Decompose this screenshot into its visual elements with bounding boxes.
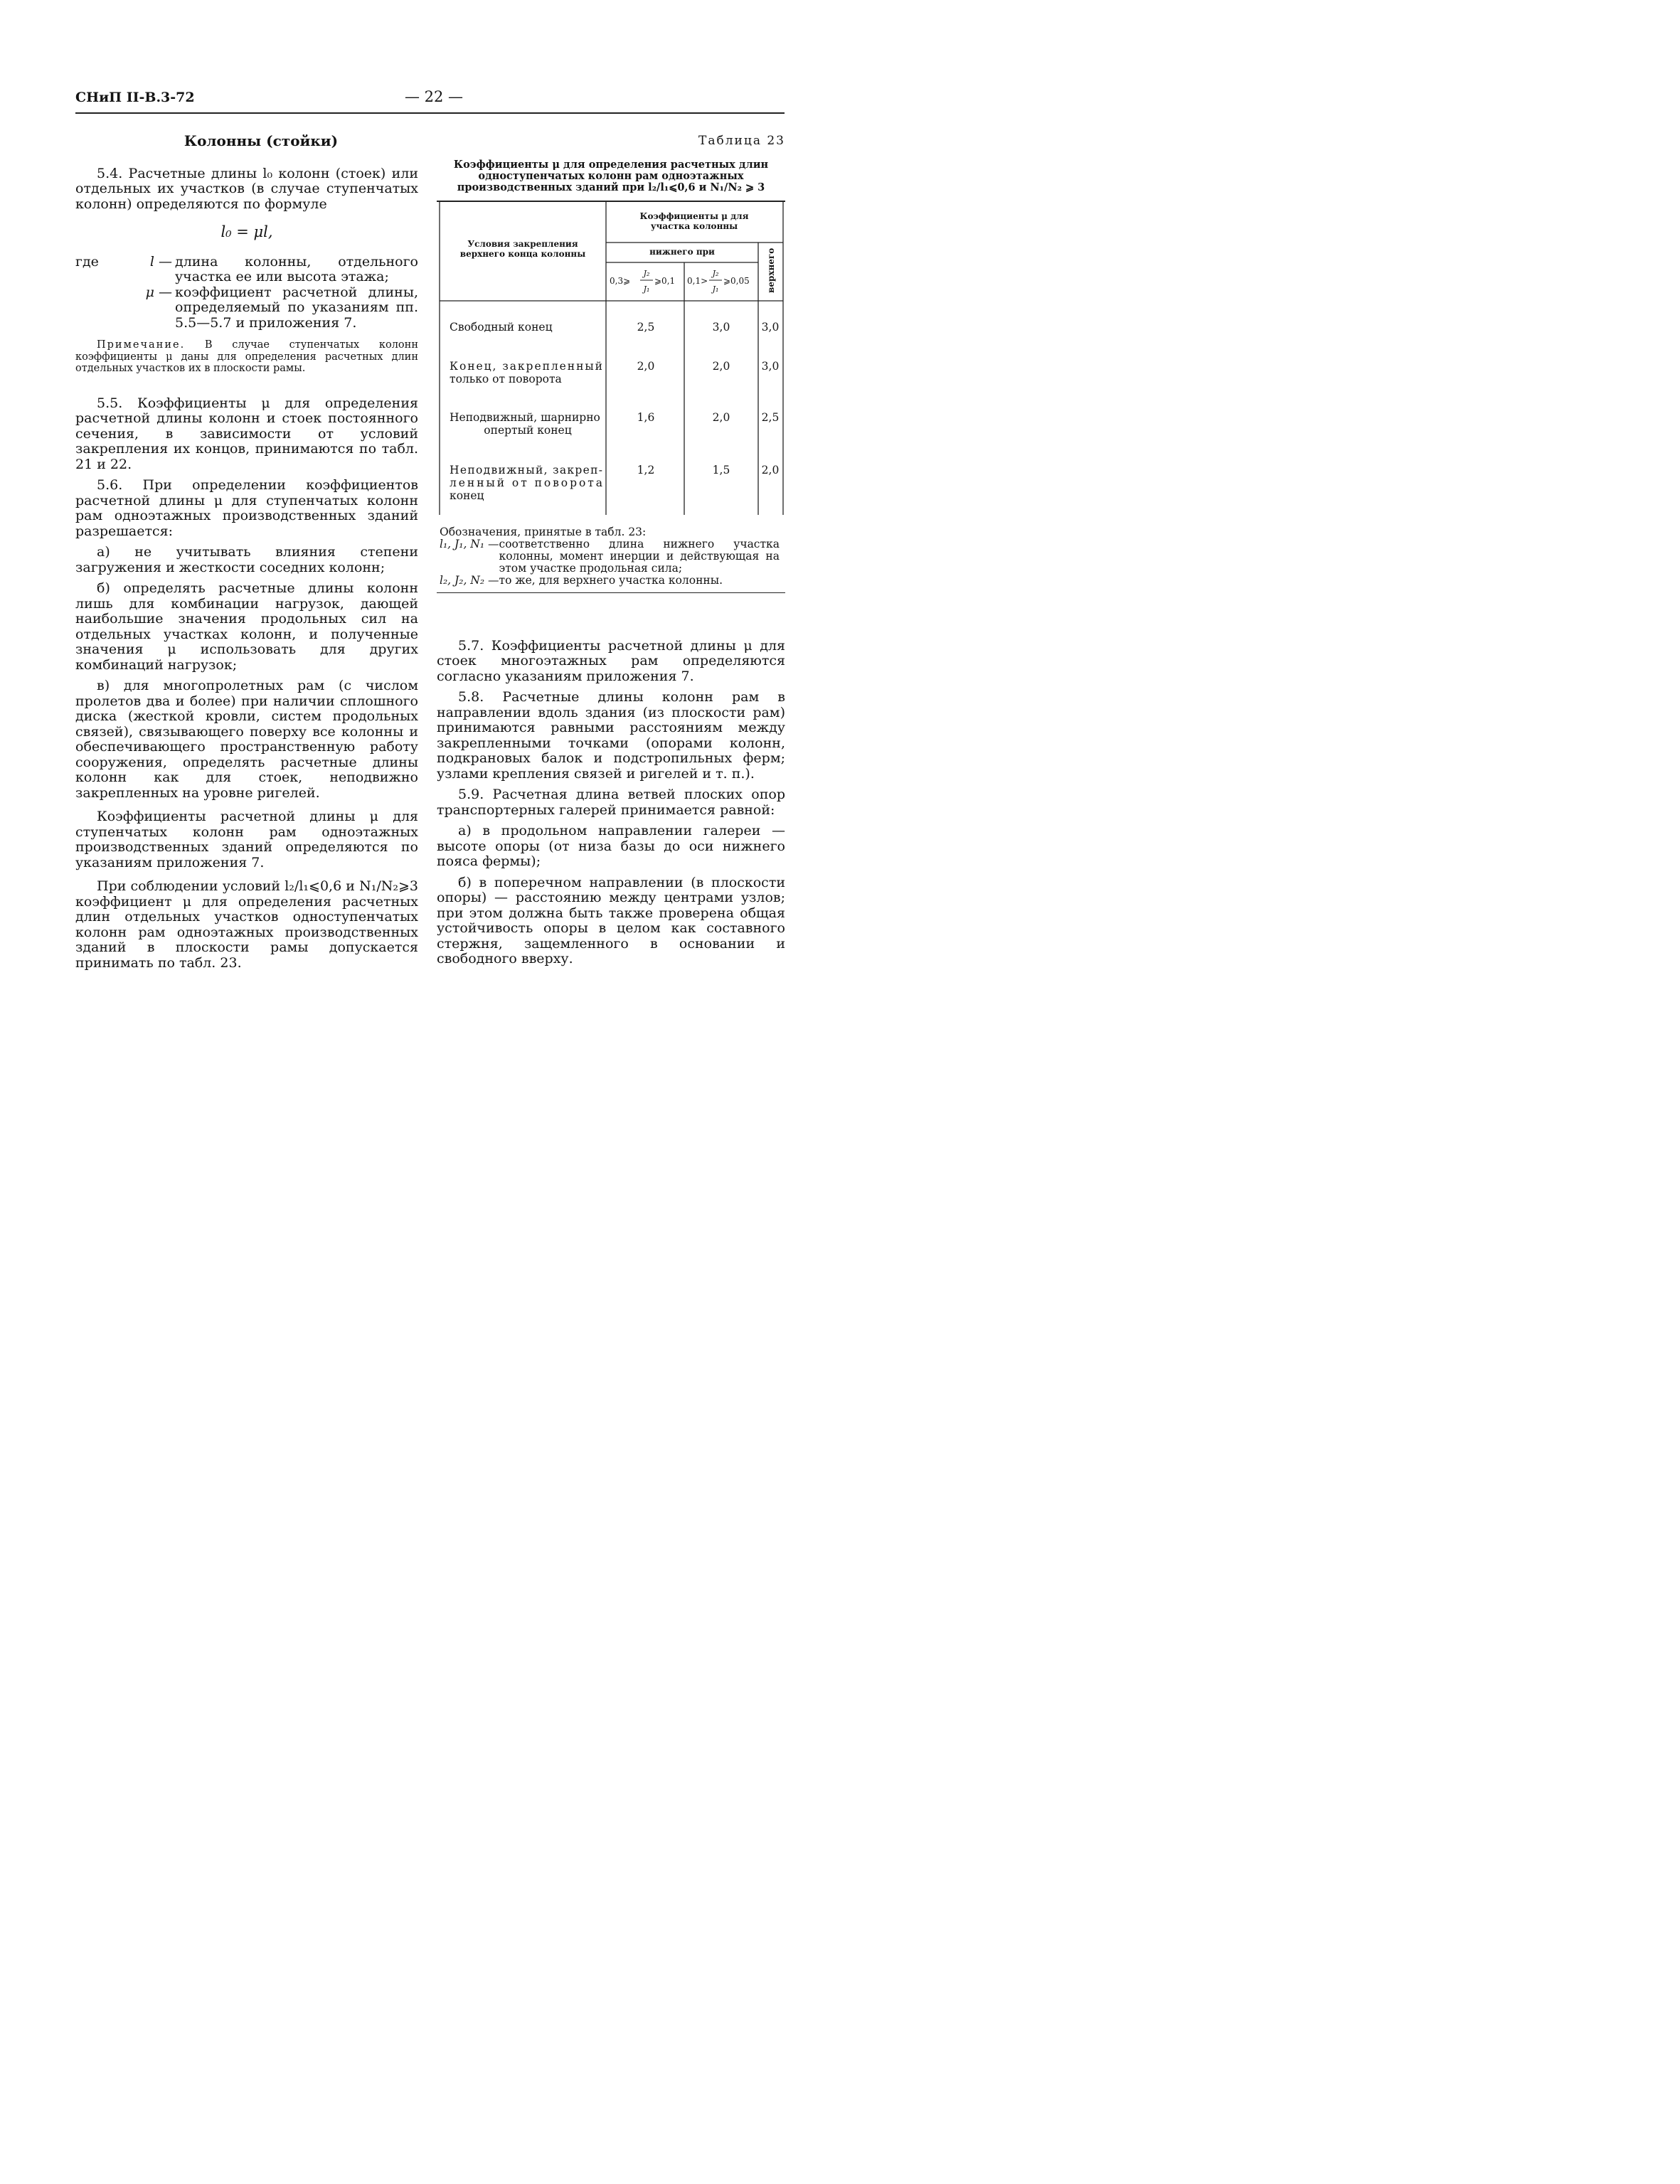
definition-mu bbox=[75, 285, 418, 331]
row2-label-1: Конец, закрепленный bbox=[450, 359, 602, 373]
row3-label-2: опертый конец bbox=[484, 423, 572, 437]
note bbox=[75, 339, 418, 375]
row1-lower-a: 2,5 bbox=[637, 320, 655, 334]
paragraph-5-9: 5.9. Расчетная длина ветвей плоских опор транспортерных галерей принимается равной: bbox=[437, 787, 785, 818]
head-conditions-2: верхнего конца колонны bbox=[459, 248, 586, 259]
head-conditions-1: Условия закрепления bbox=[467, 238, 578, 249]
section-title: Колонны (стойки) bbox=[184, 132, 339, 149]
row4-upper: 2,0 bbox=[761, 463, 780, 476]
row4-label-2: ленный от поворота bbox=[450, 476, 602, 489]
document-code: СНиП II-В.3-72 bbox=[75, 90, 195, 105]
paragraph-5-6-a: а) не учитывать влияния степени загружения и жесткости соседних колонн; bbox=[75, 544, 418, 575]
legend1-symbols: l₁, J₁, N₁ — bbox=[440, 537, 499, 550]
row2-label-2: только от поворота bbox=[450, 372, 562, 385]
right-column bbox=[437, 134, 785, 967]
row4-label-3: конец bbox=[450, 489, 484, 502]
legend1-text: соответственно длина нижнего участка колонны, момент инерции и действующая на этом участке продольная сила; bbox=[499, 537, 780, 575]
head-lower: нижнего при bbox=[649, 246, 715, 257]
table-label: Таблица 23 bbox=[698, 134, 785, 148]
row2-upper: 3,0 bbox=[761, 359, 780, 373]
sub1-left: 0,3⩾ bbox=[610, 275, 631, 286]
left-column bbox=[75, 134, 418, 971]
row3-upper: 2,5 bbox=[761, 410, 780, 424]
paragraph-5-4: 5.4. Расчетные длины l₀ колонн (стоек) или отдельных их участков (в случае ступенчатых колонн) определяются по формуле bbox=[75, 165, 418, 212]
table-row bbox=[450, 360, 779, 385]
sub1-right: ⩾0,1 bbox=[654, 275, 676, 286]
formula: l₀ = μl, bbox=[220, 223, 273, 240]
paragraph-5-6: 5.6. При определении коэффициентов расчетной длины μ для ступенчатых колонн рам одноэтажных производственных зданий разрешается: bbox=[75, 477, 418, 539]
head-coef-1: Коэффициенты μ для bbox=[639, 211, 749, 221]
head-coef-2: участка колонны bbox=[650, 220, 738, 231]
row1-lower-b: 3,0 bbox=[712, 320, 730, 334]
paragraph-5-5: 5.5. Коэффициенты μ для определения расчетной длины колонн и стоек постоянного сечения, в зависимости от условий закрепления их концов, принимаются по табл. 21 и 22. bbox=[75, 395, 418, 472]
row3-lower-a: 1,6 bbox=[637, 410, 655, 424]
legend2-symbols: l₂, J₂, N₂ — bbox=[440, 573, 499, 587]
row1-label: Свободный конец bbox=[450, 320, 553, 334]
definition-mu-symbol: μ — bbox=[145, 284, 172, 300]
row3-lower-b: 2,0 bbox=[712, 410, 730, 424]
paragraph-5-9-a: а) в продольном направлении галереи — высоте опоры (от низа базы до оси нижнего пояса фермы); bbox=[437, 823, 785, 869]
row4-label-1: Неподвижный, закреп- bbox=[450, 463, 602, 476]
table-row bbox=[450, 321, 779, 334]
legend2-text: то же, для верхнего участка колонны. bbox=[499, 573, 723, 587]
legend-title: Обозначения, принятые в табл. 23: bbox=[440, 525, 647, 538]
header-rule bbox=[75, 112, 785, 114]
where-label: где bbox=[75, 253, 99, 270]
table-grid bbox=[437, 202, 784, 522]
note-label: Примечание. bbox=[97, 339, 186, 351]
definition-l-symbol: l — bbox=[149, 253, 172, 270]
row1-upper: 3,0 bbox=[761, 320, 780, 334]
row2-lower-b: 2,0 bbox=[712, 359, 730, 373]
sub2-frac-den: J₁ bbox=[712, 284, 719, 294]
row4-lower-b: 1,5 bbox=[712, 463, 730, 476]
table-caption: Коэффициенты μ для определения расчетных длин одноступенчатых колонн рам одноэтажных производственных зданий при l₂/l₁⩽0,6 и N₁/N₂ ⩾ 3 bbox=[453, 158, 769, 193]
table-23 bbox=[437, 201, 785, 593]
head-upper: верхнего bbox=[766, 247, 776, 293]
definition-l bbox=[75, 255, 418, 285]
paragraph-5-7: 5.7. Коэффициенты расчетной длины μ для стоек многоэтажных рам определяются согласно указаниям приложения 7. bbox=[437, 637, 785, 684]
paragraph-5-8: 5.8. Расчетные длины колонн рам в направлении вдоль здания (из плоскости рам) принимаются равными расстояниям между закрепленными точками (опорами колонн, подкрановых балок и подстропильных ферм; узлами крепления связей и ригелей и т. п.). bbox=[437, 689, 785, 782]
paragraph-5-6-b: б) определять расчетные длины колонн лишь для комбинации нагрузок, дающей наибольшие значения продольных сил на отдельных участках колонн, и полученные значения μ использовать для других комбинаций нагрузок; bbox=[75, 580, 418, 673]
page-number: — 22 — bbox=[404, 88, 464, 105]
table-row bbox=[450, 464, 779, 502]
row4-lower-a: 1,2 bbox=[637, 463, 655, 476]
definition-l-text: длина колонны, отдельного участка ее или высота этажа; bbox=[175, 253, 418, 284]
sub1-frac-den: J₁ bbox=[643, 284, 650, 294]
note-text: В случае ступенчатых колонн коэффициенты μ даны для определения расчетных длин отдельных участков их в плоскости рамы. bbox=[75, 339, 418, 374]
row2-lower-a: 2,0 bbox=[637, 359, 655, 373]
sub2-right: ⩾0,05 bbox=[723, 275, 750, 286]
sub2-left: 0,1> bbox=[687, 275, 708, 286]
sub1-frac-num: J₂ bbox=[643, 268, 650, 278]
definition-mu-text: коэффициент расчетной длины, определяемый по указаниям пп. 5.5—5.7 и приложения 7. bbox=[175, 284, 418, 331]
paragraph-5-6-c: в) для многопролетных рам (с числом пролетов два и более) при наличии сплошного диска (жесткой кровли, систем продольных связей), связывающего поверху все колонны и обеспечивающего пространственную работу сооружения, определять расчетные длины колонн как для стоек, неподвижно закрепленных на уровне ригелей. bbox=[75, 678, 418, 801]
legend-row-lower bbox=[440, 538, 780, 575]
table-row bbox=[450, 411, 779, 437]
row3-label-1: Неподвижный, шарнирно bbox=[450, 410, 600, 424]
paragraph-5-9-b: б) в поперечном направлении (в плоскости опоры) — расстоянию между центрами узлов; при этом должна быть также проверена общая устойчивость опоры в целом как составного стержня, защемленного в основании и свободного вверху. bbox=[437, 874, 785, 966]
sub2-frac-num: J₂ bbox=[712, 268, 719, 278]
legend-row-upper bbox=[440, 575, 780, 587]
table-legend bbox=[437, 522, 785, 592]
paragraph-coefficients: Коэффициенты расчетной длины μ для ступенчатых колонн рам одноэтажных производственных зданий определяются по указаниям приложения 7. bbox=[75, 809, 418, 870]
paragraph-conditions: При соблюдении условий l₂/l₁⩽0,6 и N₁/N₂⩾3 коэффициент μ для определения расчетных длин отдельных участков одноступенчатых колонн рам одноэтажных производственных зданий в плоскости рамы допускается принимать по табл. 23. bbox=[75, 878, 418, 971]
definitions bbox=[75, 255, 418, 331]
